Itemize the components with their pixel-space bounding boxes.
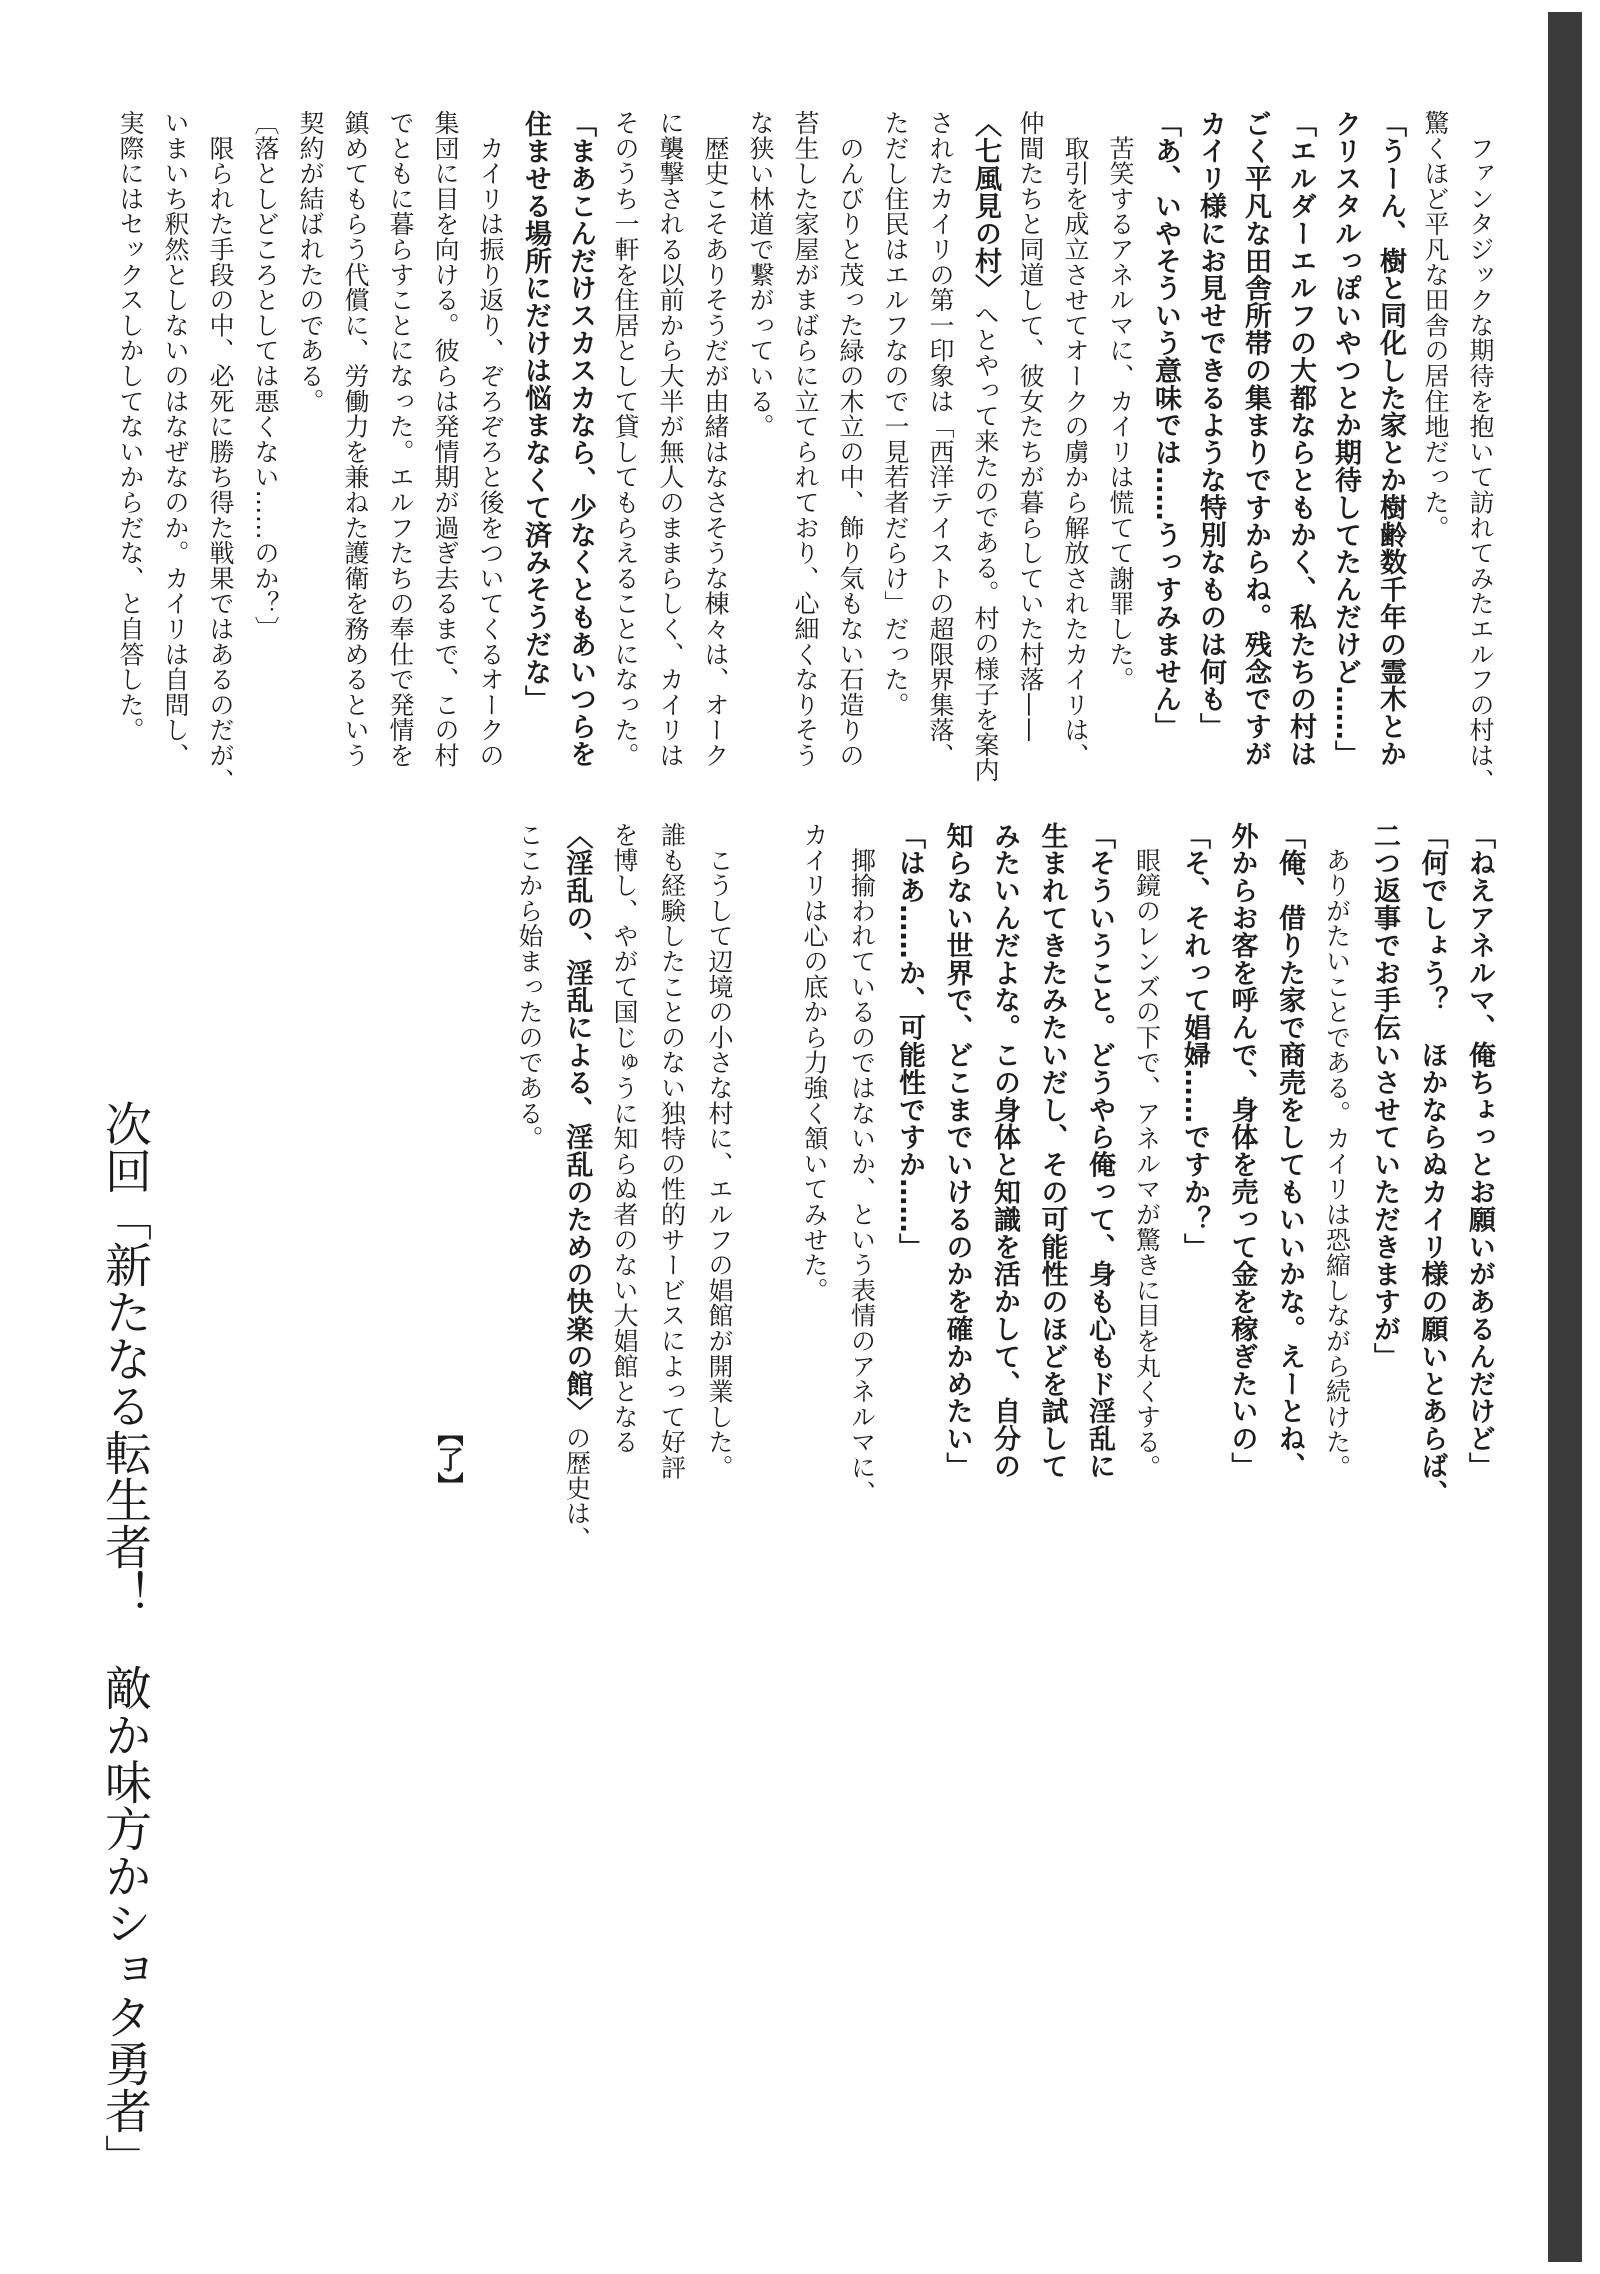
narration-text: 誰も経験したことのない独特の性的サービスによって好評 — [657, 822, 687, 1480]
text-column — [468, 110, 513, 778]
narration-text: ただし住民はエルフなので一見若者だらけ」だった。 — [881, 110, 910, 718]
narration-text: 〔落としどころとしては悪くない……のか？〕 — [251, 110, 280, 642]
text-column — [1458, 110, 1503, 794]
narration-text: いまいち釈然としないのはなぜなのか。カイリは自問し、 — [161, 110, 190, 768]
end-mark: 【了】 — [433, 1420, 463, 1498]
body-text-lower — [506, 822, 1504, 1552]
text-column — [1278, 110, 1323, 778]
narration-text: されたカイリの第一印象は「西洋テイストの超限界集落、 — [926, 110, 955, 768]
dialogue-text: 「あ、いやそういう意味では……うっすみません」 — [1150, 110, 1181, 741]
text-column — [1171, 822, 1219, 1502]
text-column — [1408, 822, 1456, 1507]
dialogue-text: 〈七風見の村〉 — [970, 110, 1001, 302]
text-column — [1098, 110, 1143, 778]
narration-text: 集団に目を向ける。彼らは発情期が過ぎ去るまで、この村 — [431, 110, 460, 768]
text-column — [873, 110, 918, 778]
narration-text: な狭い林道で繋がっている。 — [746, 110, 775, 439]
text-column — [828, 110, 873, 778]
text-column — [743, 822, 791, 1502]
narration-text: 鎮めてもらう代償に、労働力を兼ねた護衛を務めるという — [341, 110, 370, 768]
narration-text: 取引を成立させてオークの虜から解放されたカイリは、 — [1061, 110, 1090, 768]
text-column — [1233, 110, 1278, 778]
dialogue-text: 「ねえアネルマ、俺ちょっとお願いがあるんだけど」 — [1464, 822, 1495, 1480]
narration-text: でともに暮らすことになった。エルフたちの奉仕で発情を — [386, 110, 415, 768]
narration-text: のんびりと茂った緑の木立の中、飾り気もない石造りの — [836, 110, 865, 768]
dialogue-text: 住ませる場所にだけは悩まなくて済みそうだな」 — [520, 110, 551, 713]
text-column — [1053, 110, 1098, 778]
text-column — [553, 822, 601, 1552]
text-column — [1323, 110, 1368, 778]
text-column — [886, 822, 934, 1502]
chapter-title-bar — [1548, 12, 1582, 2262]
text-column — [918, 110, 963, 778]
text-column — [738, 110, 783, 778]
narration-text: カイリは振り返り、ぞろぞろと後をついてくるオークの — [476, 110, 505, 768]
text-column — [1218, 822, 1266, 1502]
narration-text: 眼鏡のレンズの下で、アネルマが驚きに目を丸くする。 — [1132, 822, 1162, 1480]
narration-text: 揶揄われているのではないか、という表情のアネルマに、 — [847, 822, 877, 1506]
text-column — [153, 110, 198, 778]
narration-text: 実際にはセックスしかしてないからだな、と自答した。 — [116, 110, 145, 743]
text-column — [198, 110, 243, 794]
text-column — [981, 822, 1029, 1502]
dialogue-text: みたいんだよな。この身体と知識を活かして、自分の — [989, 822, 1020, 1480]
text-column — [1456, 822, 1504, 1502]
text-column — [558, 110, 603, 778]
text-column — [1188, 110, 1233, 778]
text-column — [693, 110, 738, 778]
narration-text: 歴史こそありそうだが由緒はなさそうな棟々は、オーク — [701, 110, 730, 768]
text-column — [603, 110, 648, 778]
narration-text: ありがたいことである。カイリは恐縮しながら続けた。 — [1322, 822, 1352, 1480]
narration-text: の歴史は、 — [562, 1424, 592, 1552]
narration-text: 仲間たちと同道して、彼女たちが暮らしていた村落—— — [1016, 110, 1045, 743]
dialogue-text: クリスタルっぽいやつとか期待してたんだけど……」 — [1330, 110, 1361, 768]
text-column — [423, 110, 468, 778]
narration-text: 契約が結ばれたのである。 — [296, 110, 325, 414]
text-column — [933, 822, 981, 1502]
dialogue-text: 二つ返事でお手伝いさせていただきますが」 — [1369, 822, 1400, 1370]
text-column — [1313, 822, 1361, 1502]
dialogue-text: 「うーん、樹と同化した家とか樹齢数千年の霊木とか — [1375, 110, 1406, 768]
text-column — [1143, 110, 1188, 778]
text-column — [243, 110, 288, 778]
text-column — [513, 110, 558, 778]
text-column — [1413, 110, 1458, 778]
dialogue-text: 「何でしょう？ ほかならぬカイリ様の願いとあらば、 — [1416, 822, 1448, 1507]
dialogue-text: カイリ様にお見せできるような特別なものは何も」 — [1195, 110, 1226, 741]
narration-text: カイリは心の底から力強く頷いてみせた。 — [800, 822, 829, 1303]
text-column — [648, 822, 696, 1502]
narration-text: こうして辺境の小さな村に、エルフの娼館が開業した。 — [705, 822, 734, 1480]
text-column — [378, 110, 423, 778]
text-column — [333, 110, 378, 778]
dialogue-text: 「はあ……か、可能性ですか……」 — [894, 822, 925, 1261]
text-column — [1008, 110, 1053, 778]
text-column — [1368, 110, 1413, 778]
text-column — [648, 110, 693, 778]
text-column — [791, 822, 839, 1502]
dialogue-text: 「そ、それって娼婦……ですか？」 — [1179, 822, 1210, 1261]
text-column — [108, 110, 153, 778]
dialogue-text: 「俺、借りた家で商売をしてもいいかな。えーとね、 — [1274, 822, 1305, 1480]
narration-text: ファンタジックな期待を抱いて訪れてみたエルフの村は、 — [1466, 110, 1495, 794]
dialogue-text: 生まれてきたみたいだし、その可能性のほどを試して — [1036, 822, 1068, 1480]
text-column — [506, 822, 554, 1502]
narration-text: に襲撃される以前から大半が無人のままらしく、カイリは — [656, 110, 685, 768]
narration-text: そのうち一軒を住居として貸してもらえることになった。 — [611, 110, 640, 768]
text-column — [1123, 822, 1171, 1502]
dialogue-text: 外からお客を呼んで、身体を売って金を稼ぎたいの」 — [1226, 822, 1258, 1480]
text-column — [601, 822, 649, 1502]
dialogue-text: ごく平凡な田舎所帯の集まりですからね。残念ですが — [1240, 110, 1271, 768]
dialogue-text: 「エルダーエルフの大都ならともかく、私たちの村は — [1285, 110, 1316, 768]
text-column — [696, 822, 744, 1502]
text-column — [838, 822, 886, 1506]
narration-text: 苔生した家屋がまばらに立てられており、心細くなりそう — [791, 110, 820, 768]
narration-text: へとやって来たのである。村の様子を案内 — [971, 301, 1000, 783]
text-column — [1361, 822, 1409, 1502]
narration-text: を博し、やがて国じゅうに知らぬ者のない大娼館となる — [610, 822, 639, 1455]
text-column — [1266, 822, 1314, 1502]
dialogue-text: 「そういうこと。どうやら俺って、身も心もド淫乱に — [1084, 822, 1115, 1480]
text-column — [1028, 822, 1076, 1502]
narration-text: 驚くほど平凡な田舎の居住地だった。 — [1421, 110, 1450, 541]
narration-text: ここから始まったのである。 — [515, 822, 544, 1151]
text-column — [288, 110, 333, 778]
dialogue-text: 〈淫乱の、淫乱による、淫乱のための快楽の館〉 — [561, 822, 593, 1425]
dialogue-text: 「まあこんだけスカスカなら、少なくともあいつらを — [565, 110, 596, 768]
text-column — [1076, 822, 1124, 1502]
text-column — [783, 110, 828, 778]
dialogue-text: 知らない世界で、どこまでいけるのかを確かめたい」 — [941, 822, 973, 1480]
narration-text: 限られた手段の中、必死に勝ち得た戦果ではあるのだが、 — [206, 110, 235, 794]
narration-text: 苦笑するアネルマに、カイリは慌てて謝罪した。 — [1106, 110, 1135, 692]
text-column — [963, 110, 1008, 783]
body-text-upper — [108, 110, 1503, 794]
next-episode-preview: 次回「新たなる転生者！ 敵か味方かショタ勇者」 — [97, 1100, 152, 2181]
